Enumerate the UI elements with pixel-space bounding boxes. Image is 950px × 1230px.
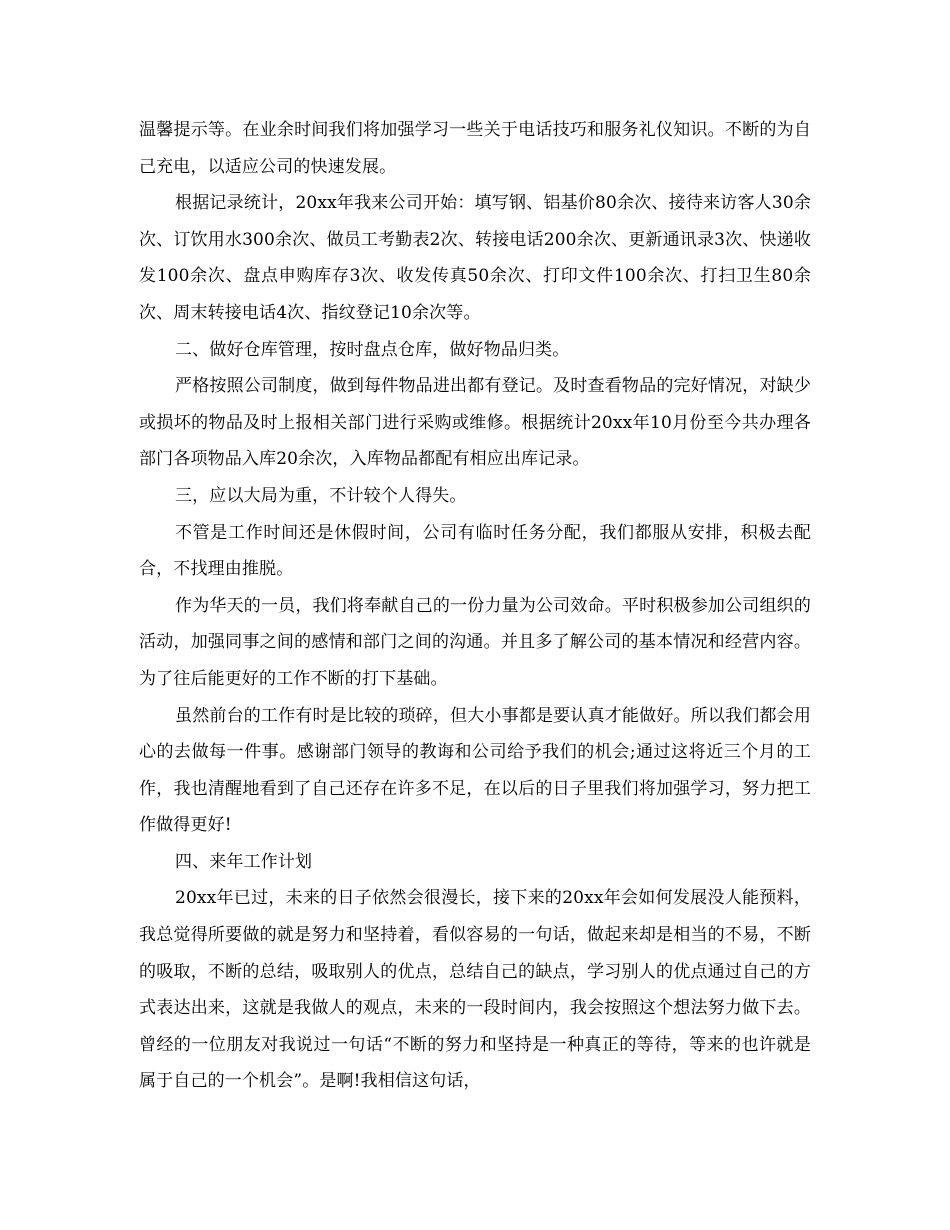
paragraph-warehouse: 严格按照公司制度，做到每件物品进出都有登记。及时查看物品的完好情况，对缺少或损坏的物品及时上报相关部门进行采购或维修。根据统计20xx年10月份至今共办理各部门各项物品入库20余次，入库物品都配有相应出库记录。: [139, 376, 811, 470]
section-heading-overall: 三，应以大局为重，不计较个人得失。: [175, 485, 467, 506]
document-body: [139, 112, 811, 1100]
paragraph-intro-continued: 温馨提示等。在业余时间我们将加强学习一些关于电话技巧和服务礼仪知识。不断的为自己充电，以适应公司的快速发展。: [139, 120, 811, 177]
paragraph-reflection: 虽然前台的工作有时是比较的琐碎，但大小事都是要认真才能做好。所以我们都会用心的去做每一件事。感谢部门领导的教诲和公司给予我们的机会;通过这将近三个月的工作，我也清醒地看到了自己还存在许多不足，在以后的日子里我们将加强学习，努力把工作做得更好!: [139, 705, 811, 836]
paragraph-statistics: 根据记录统计，20xx年我来公司开始：填写钢、铝基价80余次、接待来访客人30余次、订饮用水300余次、做员工考勤表2次、转接电话200余次、更新通讯录3次、快递收发100余次、盘点申购库存3次、收发传真50余次、打印文件100余次、打扫卫生80余次、周末转接电话4次、指纹登记10余次等。: [139, 193, 811, 323]
paragraph-team-member: 作为华天的一员，我们将奉献自己的一份力量为公司效命。平时积极参加公司组织的活动，加强同事之间的感情和部门之间的沟通。并且多了解公司的基本情况和经营内容。为了往后能更好的工作不断的打下基础。: [139, 595, 811, 689]
paragraph-plan: 20xx年已过，未来的日子依然会很漫长，接下来的20xx年会如何发展没人能预料，我总觉得所要做的就是努力和坚持着，看似容易的一句话，做起来却是相当的不易，不断的吸取，不断的总结，吸取别人的优点，总结自己的缺点，学习别人的优点通过自己的方式表达出来，这就是我做人的观点，未来的一段时间内，我会按照这个想法努力做下去。曾经的一位朋友对我说过一句话“不断的努力和坚持是一种真正的等待，等来的也许就是属于自己的一个机会”。是啊!我相信这句话，: [139, 888, 811, 1092]
section-heading-plan: 四、来年工作计划: [175, 851, 313, 872]
paragraph-overall: 不管是工作时间还是休假时间，公司有临时任务分配，我们都服从安排，积极去配合，不找理由推脱。: [139, 522, 811, 580]
section-heading-warehouse: 二、做好仓库管理，按时盘点仓库，做好物品归类。: [175, 339, 570, 360]
